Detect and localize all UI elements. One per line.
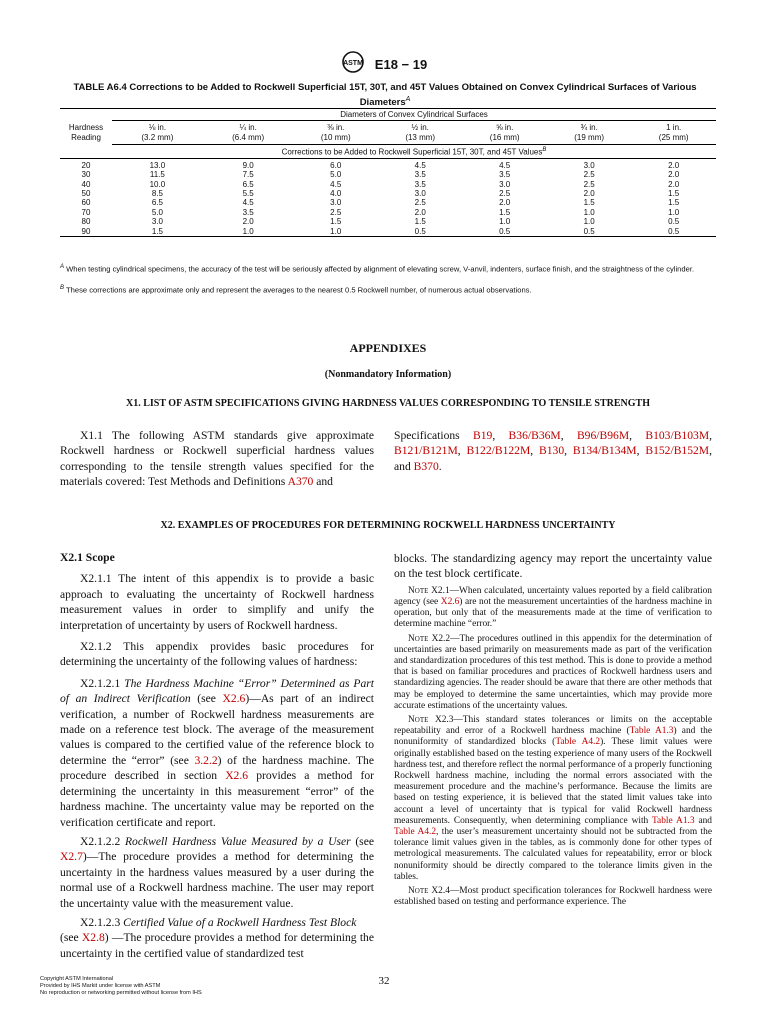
correction-cell: 9.0	[242, 160, 254, 170]
correction-cell: 2.0	[668, 170, 680, 180]
x1-1-left: X1.1 The following ASTM standards give approximate Rockwell hardness or Rockwell superficial hardness values corresponding to the tensile strength values specified for the materials covered: Test Methods and Definitions A370 and	[60, 429, 374, 489]
hardness-cell: 30	[81, 170, 91, 180]
correction-cell: 3.0	[414, 189, 426, 198]
corrections-table	[60, 108, 716, 237]
correction-cell: 2.5	[330, 207, 342, 217]
ref-3-2-2[interactable]: 3.2.2	[194, 753, 218, 767]
note-x2-4: Note X2.4—Most product specification tolerances for Rockwell hardness were established based on testing and performance experience. The	[394, 886, 712, 908]
x2-1-heading: X2.1 Scope	[60, 551, 115, 564]
ref-x2-7[interactable]: X2.7	[60, 850, 83, 864]
hardness-cell: 60	[81, 198, 91, 208]
correction-cell: 0.5	[499, 226, 511, 236]
correction-cell: 2.0	[668, 160, 680, 170]
x1-title: X1. LIST OF ASTM SPECIFICATIONS GIVING HARDNESS VALUES CORRESPONDING TO TENSILE STRENGTH	[125, 398, 651, 409]
copyright-footer: Copyright ASTM International Provided by IHS Markit under license with ASTM No reproduction or networking permitted without license from IHS	[40, 976, 202, 996]
correction-cell: 11.5	[149, 170, 165, 180]
standard-designation: E18 − 19	[374, 57, 428, 72]
x2-1-2-3: X2.1.2.3 Certified Value of a Rockwell Hardness Test Block (see X2.8) —The procedure provides a method for determining the uncertainty in the certified value of standardized test	[60, 915, 374, 960]
spec-link[interactable]: B130	[539, 444, 565, 458]
correction-cell: 2.5	[414, 198, 426, 208]
hardness-cell: 70	[81, 207, 91, 217]
correction-cell: 3.0	[499, 179, 511, 189]
hardness-cell: 20	[81, 160, 91, 170]
table-row	[60, 189, 716, 198]
col-mm-1: (6.4 mm)	[203, 133, 294, 144]
col-mm-2: (10 mm)	[294, 133, 378, 144]
x2-title: X2. EXAMPLES OF PROCEDURES FOR DETERMINING ROCKWELL HARDNESS UNCERTAINTY	[160, 520, 616, 531]
ref-table-a4-2[interactable]: Table A4.2	[555, 737, 601, 748]
correction-cell: 5.0	[151, 207, 163, 217]
correction-cell: 3.0	[151, 217, 163, 227]
table-row	[60, 158, 716, 170]
note-x2-3: Note X2.3—This standard states tolerances or limits on the acceptable repeatability and error of a Rockwell hardness machine (Table A1.3) and the nonuniformity of standardized blocks (Table A4.2). These limit values were originally established based on the testing experience of many users of the Rockwell hardness test, and therefore reflect the normal performance of a properly functioning Rockwell hardness machine, including the normal errors associated with the measurement procedure and the machine’s performance. Because the limits are based on testing experience, it is believed that the stated limit values take into account a level of uncertainty that is typical for valid Rockwell hardness measurements. Consequently, when determining compliance with Table A1.3 and Table A4.2, the user’s measurement uncertainty should not be subtracted from the tolerance limit values given in the tables, as is commonly done for other types of metrological measurements. The calculated values for repeatability, error or block nonuniformity should be directly compared to the tolerance limits given in the tables.	[394, 715, 712, 882]
col-inch-5: ¾ in.	[580, 123, 598, 133]
spec-link[interactable]: B103/B103M	[645, 429, 710, 442]
table-row	[60, 198, 716, 207]
x1-1-right: Specifications B19, B36/B36M, B96/B96M, B103/B103M, B121/B121M, B122/B122M, B130, B134/B134M, B152/B152M, and B370.	[394, 429, 713, 473]
hardness-cell: 40	[81, 179, 91, 189]
hardness-cell: 50	[81, 189, 91, 198]
correction-cell: 4.5	[242, 198, 254, 208]
svg-text:ASTM: ASTM	[342, 60, 363, 67]
ref-table-a4-2[interactable]: Table A4.2	[394, 827, 437, 838]
col-mm-5: (19 mm)	[547, 133, 631, 144]
correction-cell: 2.0	[499, 198, 511, 208]
ref-x2-6[interactable]: X2.6	[225, 769, 249, 783]
correction-cell: 1.0	[330, 226, 342, 236]
col-inch-6: 1 in.	[666, 123, 682, 133]
right-continuation: blocks. The standardizing agency may report the uncertainty value on the test block certificate.	[394, 552, 712, 581]
correction-cell: 2.0	[583, 189, 595, 198]
correction-cell: 3.5	[499, 170, 511, 180]
correction-cell: 1.5	[583, 198, 595, 208]
x2-1-1: X2.1.1 The intent of this appendix is to provide a basic approach to evaluating the uncertainty of Rockwell hardness measurement values in order to simplify and unify the interpretation of uncertainty by users of Rockwell hardness.	[60, 572, 374, 632]
correction-cell: 1.0	[583, 207, 595, 217]
correction-cell: 2.0	[668, 179, 680, 189]
x2-1-2-1: X2.1.2.1 The Hardness Machine “Error” Determined as Part of an Indirect Verification (see X2.6)—As part of an indirect verification, a number of Rockwell hardness measurements are made on a reference test block. The average of the measurement values is compared to the certified value of the reference block to determine the “error” (see 3.2.2) of the hardness machine. The procedure described in section X2.6 provides a method for determining the uncertainty in this measurement “error” of the hardness machine. The uncertainty value may be reported on the verification certificate and report.	[60, 676, 375, 829]
row-header-2: Reading	[71, 132, 101, 142]
col-inch-0: ⅛ in.	[148, 123, 167, 133]
correction-cell: 1.5	[668, 198, 680, 208]
correction-cell: 0.5	[414, 226, 426, 236]
correction-cell: 2.0	[242, 217, 254, 227]
correction-cell: 8.5	[151, 189, 163, 198]
ref-x2-8[interactable]: X2.8	[81, 931, 105, 945]
corrections-label: Corrections to be Added to Rockwell Superficial 15T, 30T, and 45T Values$^B$	[281, 146, 547, 157]
group-header: Diameters of Convex Cylindrical Surfaces	[112, 109, 716, 121]
correction-cell: 1.0	[499, 217, 511, 227]
table-row	[60, 180, 716, 189]
page-number: 32	[378, 975, 390, 987]
correction-cell: 1.0	[583, 217, 595, 227]
ref-table-a1-3[interactable]: Table A1.3	[629, 726, 674, 737]
hardness-cell: 80	[81, 217, 91, 227]
spec-link[interactable]: B134/B134M	[572, 444, 637, 458]
correction-cell: 1.5	[151, 226, 163, 236]
table-spacer	[60, 109, 112, 121]
spec-link[interactable]: B96/B96M	[576, 429, 630, 442]
correction-cell: 1.0	[242, 226, 254, 236]
correction-cell: 4.5	[330, 179, 342, 189]
spec-link[interactable]: B19	[473, 429, 493, 442]
ref-table-a1-3[interactable]: Table A1.3	[651, 815, 695, 826]
correction-cell: 3.0	[330, 198, 342, 208]
correction-cell: 2.5	[499, 189, 511, 198]
x2-left-column	[60, 550, 374, 967]
ref-a370[interactable]: A370	[287, 475, 314, 489]
correction-cell: 0.5	[668, 217, 680, 227]
correction-cell: 2.5	[583, 179, 595, 189]
row-header-1: Hardness	[68, 122, 104, 132]
col-inch-4: ⅝ in.	[496, 123, 514, 133]
page-header	[0, 51, 768, 78]
spec-link[interactable]: B121/B121M	[394, 444, 458, 458]
correction-cell: 3.0	[583, 160, 595, 170]
correction-cell: 3.5	[414, 179, 426, 189]
col-mm-3: (13 mm)	[378, 133, 462, 144]
spec-link[interactable]: B152/B152M	[645, 444, 710, 458]
correction-cell: 1.5	[668, 189, 680, 198]
appendixes-subtitle: (Nonmandatory Information)	[324, 369, 452, 380]
correction-cell: 6.5	[242, 179, 254, 189]
ref-x2-6[interactable]: X2.6	[440, 597, 460, 608]
correction-cell: 5.0	[330, 170, 342, 180]
col-inch-3: ½ in.	[411, 123, 429, 133]
table-row	[60, 208, 716, 217]
x2-right-column	[394, 551, 712, 912]
correction-cell: 5.5	[242, 189, 254, 198]
appendixes-title: APPENDIXES	[349, 341, 427, 355]
correction-cell: 7.5	[242, 170, 254, 180]
table-body	[60, 158, 716, 236]
correction-cell: 3.5	[414, 170, 426, 180]
correction-cell: 2.5	[583, 170, 595, 180]
spec-link[interactable]: B36/B36M	[508, 429, 561, 442]
table-caption: TABLE A6.4 Corrections to be Added to Rockwell Superficial 15T, 30T, and 45T Values Obtained on Convex Cylindrical Surfaces of Various Diameters$^A$	[73, 82, 697, 109]
correction-cell: 2.0	[414, 207, 426, 217]
correction-cell: 4.5	[499, 160, 511, 170]
note-x2-1: Note X2.1—When calculated, uncertainty values reported by a field calibration agency (see X2.6) are not the measurement uncertainties of the hardness machine in operation, but only that of the measurements made at the time of verification to determine machine “error.”	[394, 585, 712, 630]
table-row	[60, 170, 716, 179]
correction-cell: 3.5	[242, 207, 254, 217]
correction-cell: 6.5	[151, 198, 163, 208]
table-row	[60, 217, 716, 226]
correction-cell: 6.0	[330, 160, 342, 170]
correction-cell: 10.0	[149, 179, 166, 189]
correction-cell: 0.5	[668, 226, 680, 236]
col-mm-4: (16 mm)	[462, 133, 546, 144]
correction-cell: 13.0	[149, 160, 166, 170]
correction-cell: 4.5	[414, 160, 426, 170]
correction-cell: 4.0	[330, 189, 342, 198]
col-inch-1: ¼ in.	[239, 123, 257, 133]
col-inch-2: ⅜ in.	[327, 123, 345, 133]
ref-x2-6[interactable]: X2.6	[222, 692, 246, 706]
spec-link[interactable]: B122/B122M	[466, 444, 531, 458]
hardness-cell: 90	[81, 226, 91, 236]
col-mm-0: (3.2 mm)	[112, 133, 203, 144]
x2-1-2-2: X2.1.2.2 Rockwell Hardness Value Measured by a User (see X2.7)—The procedure provides a method for determining the uncertainty in the hardness values measured by a user during the normal use of a Rockwell hardness machine. The user may report the uncertainty value with the measurement value.	[60, 834, 374, 910]
correction-cell: 1.5	[330, 217, 342, 227]
correction-cell: 1.5	[499, 207, 511, 217]
footnote-a: $^A$ When testing cylindrical specimens, the accuracy of the test will be seriously affected by alignment of elevating screw, V-anvil, indenters, surface finish, and the straightness of the cylinder.	[60, 264, 695, 274]
col-mm-6: (25 mm)	[631, 133, 716, 144]
note-x2-2: Note X2.2—The procedures outlined in this appendix for the determination of uncertainties are based primarily on measurements made as part of the verification and standardization procedures of this test method. This is done to provide a method that is based on familiar procedures and practices of Rockwell hardness users and standardizing agencies. The reader should be aware that there are other methods that may be employed to determine the same uncertainties, which may provide more accurate estimations of the uncertainty values.	[394, 633, 712, 711]
astm-logo-icon	[341, 51, 365, 78]
correction-cell: 1.0	[668, 207, 680, 217]
table-row	[60, 227, 716, 237]
footnote-b: $^B$ These corrections are approximate only and represent the averages to the nearest 0.5 Rockwell number, of numerous actual observations.	[60, 285, 532, 295]
spec-link[interactable]: B370	[413, 459, 439, 473]
x2-1-2: X2.1.2 This appendix provides basic procedures for determining the uncertainty of the following values of hardness:	[60, 640, 374, 669]
correction-cell: 1.5	[414, 217, 426, 227]
correction-cell: 0.5	[583, 226, 595, 236]
